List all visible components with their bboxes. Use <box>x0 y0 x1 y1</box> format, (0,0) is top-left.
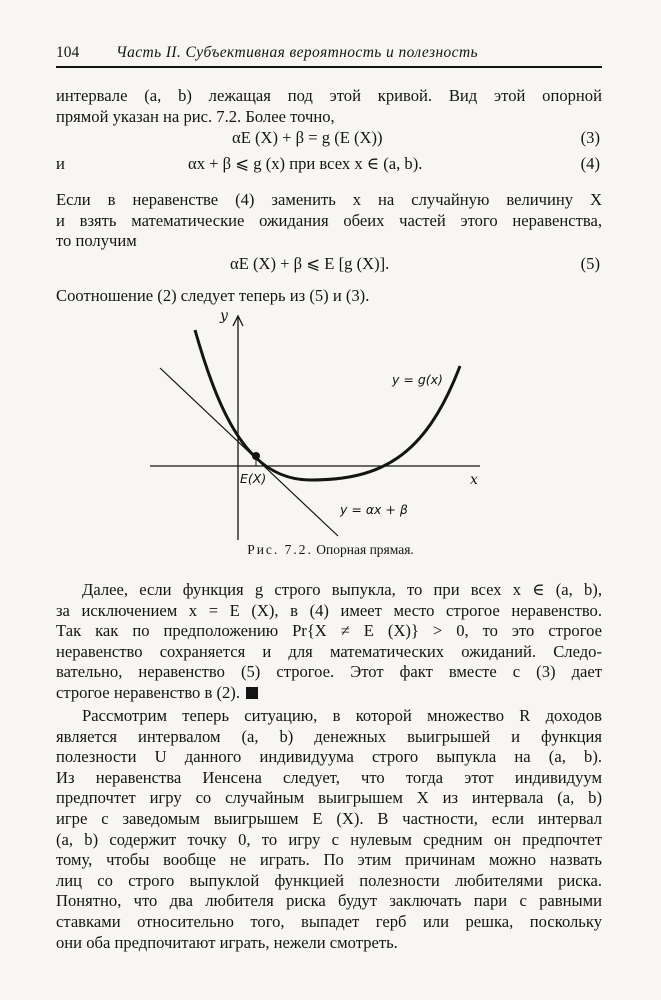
text-line: игре с заведомым выигрышем E (X). В частности, если интервал <box>56 808 602 828</box>
qed-square-icon <box>246 687 258 699</box>
curve-label: y = g(x) <box>392 372 443 387</box>
paragraph-4 <box>56 580 602 704</box>
text-line: Так как по предположению Pr{X ≠ E (X)} > 0, то это строгое <box>56 621 602 641</box>
caption-text: Опорная прямая. <box>316 542 414 557</box>
text-line: за исключением x = E (X), в (4) имеет место строгое неравенство. <box>56 600 602 620</box>
page-number: 104 <box>56 44 80 61</box>
equation-5 <box>56 254 602 276</box>
conjunction-and: и <box>56 154 65 173</box>
equation-5-formula: αE (X) + β ⩽ E [g (X)]. <box>230 254 390 273</box>
point-label: E(X) <box>240 471 267 486</box>
text-line: и взять математические ожидания обеих частей этого неравенства, <box>56 210 602 230</box>
text-line: они оба предпочитают играть, нежели смотреть. <box>56 932 398 952</box>
text-line: тому, чтобы вообще не играть. По этим причинам можно назвать <box>56 850 602 870</box>
text-line-content: строгое неравенство в (2). <box>56 682 240 702</box>
figure-7-2 <box>150 308 490 548</box>
text-line: (a, b) содержит точку 0, то игру с нулевым средним он предпочтет <box>56 829 602 849</box>
text-line: неравенство сохраняется и для математических ожиданий. Следо- <box>56 641 602 661</box>
text-line <box>56 683 602 704</box>
running-header <box>56 44 604 62</box>
text-line: является интервалом (a, b) денежных выигрышей и функция <box>56 726 602 746</box>
x-axis-label: x <box>470 472 478 488</box>
equation-3-number: (3) <box>580 128 600 147</box>
paragraph-1 <box>56 86 602 127</box>
text-line: лиц со строго выпуклой функцией полезности любителями риска. <box>56 870 602 890</box>
paragraph-2 <box>56 190 602 252</box>
text-line: вательно, неравенство (5) строгое. Этот факт вместе с (3) дает <box>56 662 602 682</box>
text-line: Далее, если функция g строго выпукла, то при всех x ∈ (a, b), <box>82 580 602 599</box>
equation-3 <box>56 128 602 150</box>
equation-3-formula: αE (X) + β = g (E (X)) <box>232 128 383 147</box>
equation-4-formula: αx + β ⩽ g (x) при всех x ∈ (a, b). <box>188 154 423 173</box>
figure-caption <box>0 542 661 558</box>
paragraph-3 <box>56 286 602 307</box>
caption-lead: Рис. 7.2. <box>247 542 313 557</box>
text-line: прямой указан на рис. 7.2. Более точно, <box>56 106 335 126</box>
y-axis-label: y <box>220 308 228 324</box>
text-line: Соотношение (2) следует теперь из (5) и (3). <box>56 286 370 305</box>
text-line: Если в неравенстве (4) заменить x на случайную величину X <box>56 190 602 209</box>
equation-5-number: (5) <box>580 254 600 273</box>
convex-curve <box>195 330 460 480</box>
text-line: Рассмотрим теперь ситуацию, в которой множество R доходов <box>82 706 602 725</box>
figure-graphic <box>150 308 490 548</box>
text-line: интервале (a, b) лежащая под этой кривой. Вид этой опорной <box>56 86 602 105</box>
text-line: то получим <box>56 231 137 251</box>
text-line: Понятно, что два любителя риска будут заключать пари с равными <box>56 891 602 911</box>
text-line: Из неравенства Иенсена следует, что тогда этот индивидуум <box>56 767 602 787</box>
paragraph-5 <box>56 706 602 953</box>
text-line: предпочтет игру со случайным выигрышем X из интервала (a, b) <box>56 788 602 808</box>
running-title: Часть II. Субъективная вероятность и полезность <box>116 44 479 61</box>
line-label: y = αx + β <box>340 502 408 517</box>
header-rule <box>56 66 602 68</box>
equation-4-number: (4) <box>580 154 600 173</box>
equation-4 <box>56 154 602 176</box>
text-line: ставками относительно того, выпадет герб или решка, поскольку <box>56 911 602 931</box>
text-line: полезности U данного индивидуума строго выпукла на (a, b). <box>56 747 602 767</box>
